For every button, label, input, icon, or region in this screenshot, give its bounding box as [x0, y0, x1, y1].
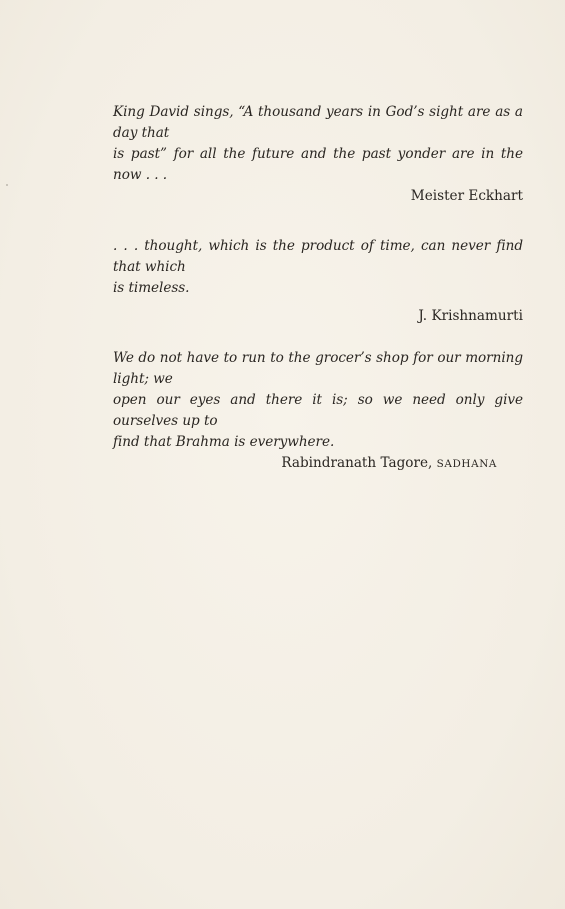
quote-text [113, 102, 523, 186]
epigraph-eckhart [113, 102, 523, 207]
quote-line: open our eyes and there it is; so we need only give ourselves up to [113, 392, 523, 429]
epigraph-krishnamurti [113, 236, 523, 327]
author-name: Meister Eckhart [410, 188, 523, 204]
quote-line: is timeless. [113, 280, 190, 296]
quote-author [113, 453, 523, 475]
quote-line: . . . thought, which is the product of time, can never find that which [113, 238, 523, 275]
quote-line: We do not have to run to the grocer’s shop for our morning light; we [113, 350, 523, 387]
author-name: J. Krishnamurti [418, 308, 523, 324]
quote-line: find that Brahma is everywhere. [113, 434, 335, 450]
author-name: Rabindranath Tagore, [281, 455, 433, 471]
source-title: SADHANA [436, 458, 497, 470]
quote-author [113, 306, 523, 327]
quote-line: is past” for all the future and the past yonder are in the now . . . [113, 146, 523, 183]
paper-speck [6, 184, 8, 186]
quote-author [113, 186, 523, 207]
quote-text [113, 236, 523, 299]
quote-line: King David sings, “A thousand years in God’s sight are as a day that [113, 104, 523, 141]
quote-text [113, 348, 523, 453]
epigraph-section [113, 102, 523, 475]
epigraph-tagore [113, 348, 523, 475]
